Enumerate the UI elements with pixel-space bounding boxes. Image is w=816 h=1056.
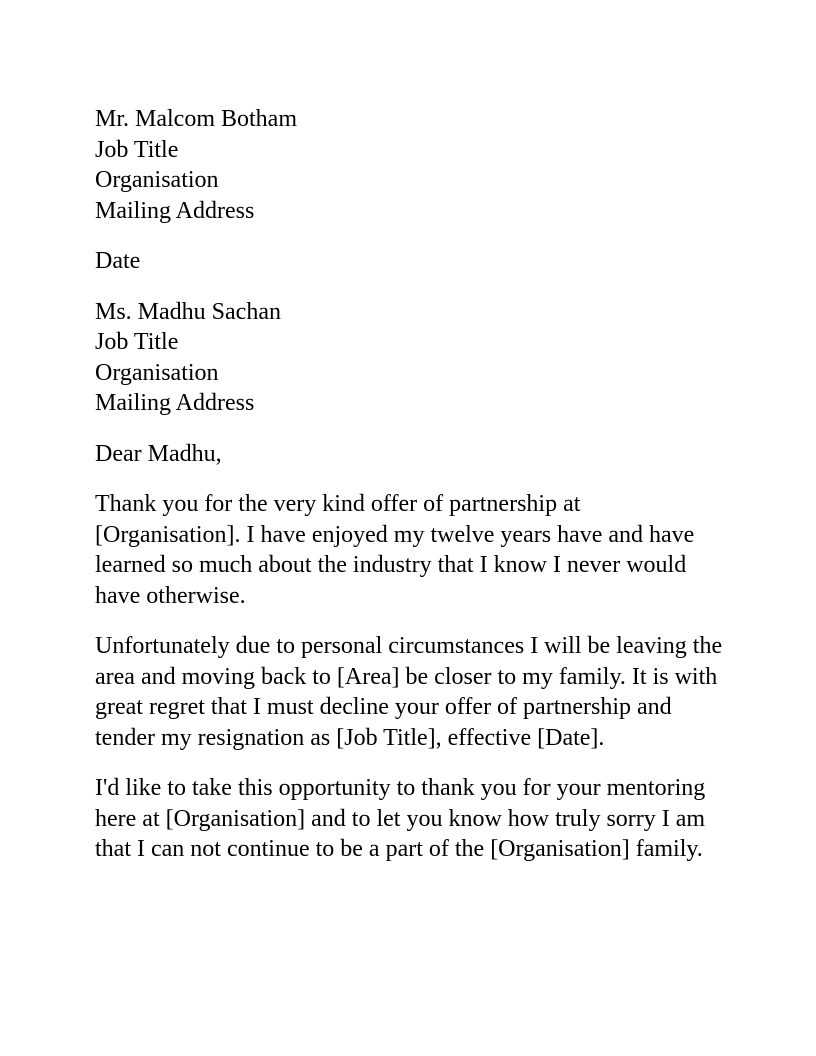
recipient-name: Ms. Madhu Sachan (95, 298, 281, 325)
recipient-job-title: Job Title (95, 329, 179, 355)
sender-job-title: Job Title (95, 136, 179, 163)
recipient-organisation: Organisation (95, 359, 219, 386)
date-value: Date (95, 248, 141, 274)
salutation-block (95, 439, 723, 470)
sender-address-block (95, 104, 723, 226)
date-block (95, 246, 723, 277)
body-paragraph-1: Thank you for the very kind offer of partnership at [Organisation]. I have enjoyed my twelve years have and have learned so much about the industry that I know I never would have otherwise. (95, 491, 695, 609)
recipient-mailing-address: Mailing Address (95, 390, 255, 416)
letter-body (95, 104, 723, 865)
sender-name: Mr. Malcom Botham (95, 106, 297, 132)
sender-mailing-address: Mailing Address (95, 197, 255, 224)
salutation-text: Dear Madhu, (95, 440, 222, 467)
sender-organisation: Organisation (95, 167, 219, 193)
body-paragraph-3: I'd like to take this opportunity to thank you for your mentoring here at [Organisation] and to let you know how truly sorry I am that I can not continue to be a part of the [Organisation] family. (95, 775, 706, 862)
body-paragraph-2: Unfortunately due to personal circumstances I will be leaving the area and moving back to [Area] be closer to my family. It is with great regret that I must decline your offer of partnership and tender my resignation as [Job Title], effective [Date]. (95, 633, 723, 751)
recipient-address-block (95, 297, 723, 419)
